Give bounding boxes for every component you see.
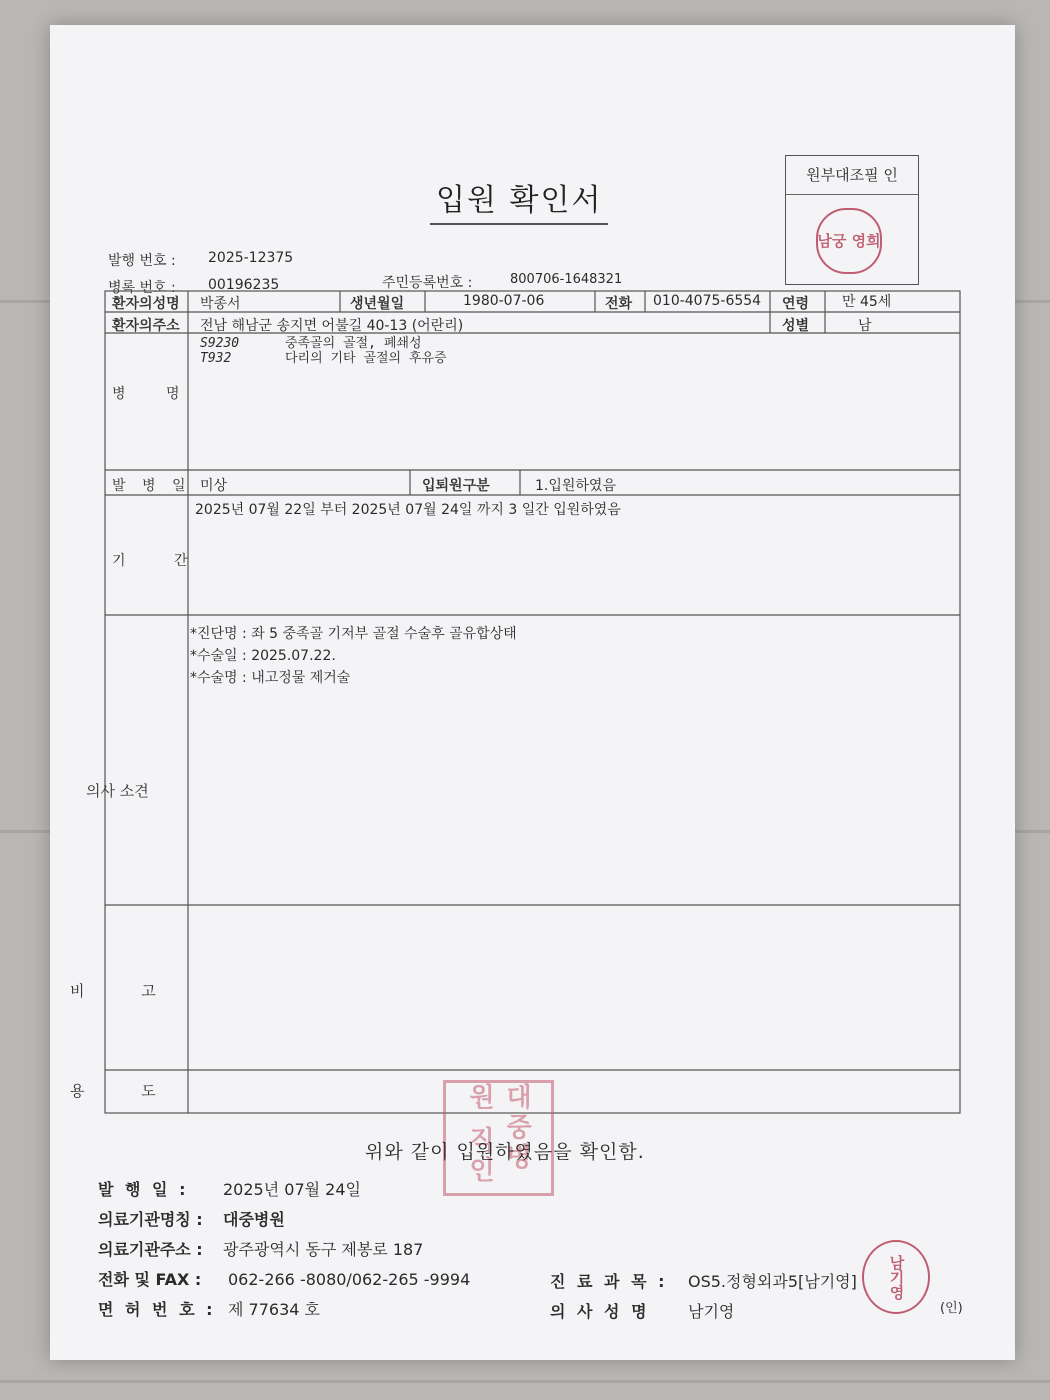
onset-value: 미상 — [200, 478, 228, 494]
record-number: 00196235 — [208, 277, 280, 293]
dob-value: 1980-07-06 — [463, 293, 545, 309]
diagnosis-list — [200, 336, 447, 366]
age-value: 만 45세 — [842, 294, 892, 310]
phone-label: 전화 — [605, 296, 633, 312]
sex-value: 남 — [858, 318, 872, 334]
issue-date: 2025년 07월 24일 — [223, 1180, 361, 1199]
tel-fax-label: 전화 및 FAX : — [98, 1270, 202, 1289]
diagnosis-code: T932 — [200, 351, 232, 366]
admission-certificate — [50, 25, 1015, 1360]
tel-fax: 062-266 -8080/062-265 -9994 — [228, 1270, 471, 1289]
issue-number-label: 발행 번호 : — [108, 253, 176, 269]
issue-date-label: 발 행 일 : — [98, 1180, 189, 1199]
diagnosis-desc: 다리의 기타 골절의 후유증 — [285, 351, 447, 366]
address-label: 환자의주소 — [112, 318, 180, 334]
issuer-info — [98, 1175, 470, 1325]
record-number-label: 병록 번호 : — [108, 280, 176, 296]
institution-address-label: 의료기관주소 : — [98, 1240, 203, 1259]
opinion-label: 의사 소견 — [86, 782, 149, 800]
phone-value: 010-4075-6554 — [653, 293, 762, 309]
onset-label: 발 병 일 — [112, 478, 192, 494]
license-label: 면 허 번 호 : — [98, 1300, 216, 1319]
institution-name: 대중병원 — [223, 1210, 285, 1229]
usage-label: 용 도 — [70, 1082, 182, 1100]
department: OS5.정형외과5[남기영] — [688, 1272, 857, 1291]
opinion-text — [190, 623, 517, 689]
admission-type-label: 입퇴원구분 — [422, 478, 490, 494]
diagnosis-item — [200, 351, 447, 366]
diagnosis-item — [200, 336, 447, 351]
issue-number: 2025-12375 — [208, 250, 294, 266]
age-label: 연령 — [782, 296, 810, 312]
period-value: 2025년 07월 22일 부터 2025년 07월 24일 까지 3 일간 입원하였음 — [195, 502, 621, 518]
verification-seal: 남궁 영희 — [816, 208, 882, 274]
document-title: 입원 확인서 — [430, 175, 608, 225]
department-label: 진 료 과 목 : — [550, 1272, 668, 1291]
opinion-line: *수술일 : 2025.07.22. — [190, 648, 336, 664]
opinion-line: *수술명 : 내고정물 제거술 — [190, 670, 351, 686]
license-number: 제 77634 호 — [228, 1300, 320, 1319]
admission-type-value: 1.입원하였음 — [535, 478, 616, 494]
doctor-seal: 남기영 — [862, 1240, 930, 1314]
remarks-label: 비 고 — [70, 982, 182, 1000]
address-value: 전남 해남군 송지면 어불길 40-13 (어란리) — [200, 318, 464, 334]
dob-label: 생년월일 — [350, 296, 405, 312]
institution-address: 광주광역시 동구 제봉로 187 — [223, 1240, 424, 1259]
doctor-info — [550, 1267, 857, 1327]
diagnosis-label: 병 명 — [112, 386, 198, 402]
patient-name: 박종서 — [200, 296, 241, 312]
opinion-line: *진단명 : 좌 5 중족골 기저부 골절 수술후 골유합상태 — [190, 626, 517, 642]
confirmation-statement: 위와 같이 입원하였음을 확인함. — [365, 1141, 645, 1163]
doctor-name: 남기영 — [688, 1302, 735, 1321]
institution-name-label: 의료기관명칭 : — [98, 1210, 203, 1229]
seal-mark: (인) — [940, 1301, 963, 1316]
diagnosis-code: S9230 — [200, 336, 240, 351]
sex-label: 성별 — [782, 318, 810, 334]
verification-label: 원부대조필 인 — [786, 156, 918, 195]
patient-name-label: 환자의성명 — [112, 296, 180, 312]
rrn-value: 800706-1648321 — [510, 272, 623, 287]
form-grid — [50, 25, 1015, 1125]
rrn-label: 주민등록번호 : — [382, 275, 473, 291]
period-label: 기 간 — [112, 553, 210, 569]
diagnosis-desc: 중족골의 골절, 폐쇄성 — [285, 336, 422, 351]
doctor-name-label: 의 사 성 명 — [550, 1302, 650, 1321]
hospital-seal: 대중병원 직인 — [443, 1080, 554, 1196]
